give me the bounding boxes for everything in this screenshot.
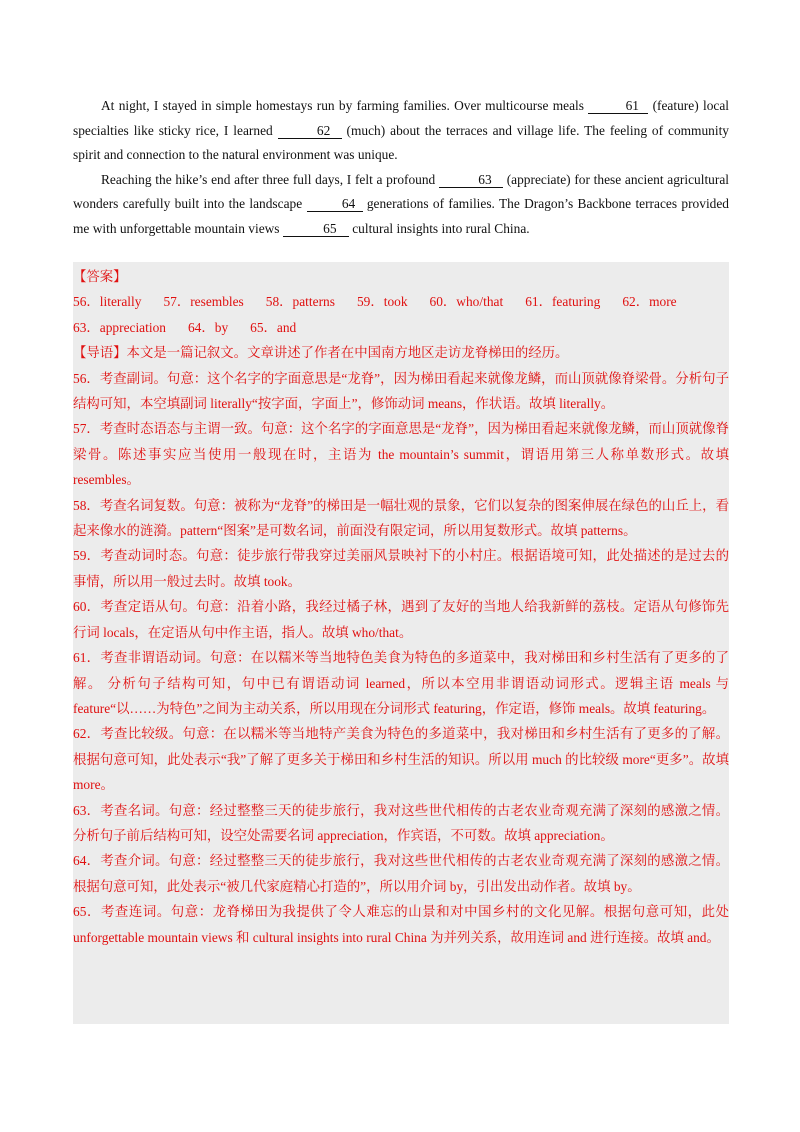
answer-item: 56．literally [73,294,142,310]
passage [73,94,729,242]
text: At night, I stayed in simple homestays run by farming families. Over multicourse meals [101,98,589,113]
answer-item: 61．featuring [525,294,601,310]
answer-item: 58．patterns [265,294,335,310]
blank-61[interactable]: 61 [588,98,648,114]
blank-65[interactable]: 65 [283,221,349,237]
answer-list [73,289,729,340]
blank-64[interactable]: 64 [307,196,363,212]
answer-item: 59．took [356,294,408,310]
answer-item: 60．who/that [429,294,504,310]
explanation-59: 59．考查动词时态。句意：徒步旅行带我穿过美丽风景映衬下的小村庄。根据语境可知，此处描述的是过去的事情，所以用一般过去时。故填 took。 [73,548,729,589]
guide-text: 【导语】本文是一篇记叙文。文章讲述了作者在中国南方地区走访龙脊梯田的经历。 [73,345,569,361]
passage-paragraph-2 [73,168,729,242]
text: generations of families. The Dragon’s Backbone terraces provided me with unforgettable mountain views [73,196,729,236]
answer-item: 57．resembles [163,294,244,310]
answer-section [73,264,729,950]
explanation-60: 60．考查定语从句。句意：沿着小路，我经过橘子林，遇到了友好的当地人给我新鲜的荔枝。定语从句修饰先行词 locals，在定语从句中作主语，指人。故填 who/that。 [73,599,729,640]
blank-63[interactable]: 63 [439,172,503,188]
explanation-62: 62．考查比较级。句意：在以糯米等当地特产美食为特色的多道菜中，我对梯田和乡村生活有了更多的了解。 根据句意可知，此处表示“我”了解了更多关于梯田和乡村生活的知识。所以用 much 的比较级 more“更多”。故填 more。 [73,726,729,793]
blank-62[interactable]: 62 [278,123,342,139]
text: (much) about the terraces and village life. The feeling of community spirit and connection to the natural environment was unique. [73,122,729,163]
answer-item: 62．more [622,294,677,310]
answer-item: 64．by [187,319,229,335]
text: (appreciate) for these ancient agricultural wonders carefully built into the landscape [73,171,730,212]
answer-item: 65．and [250,319,297,335]
text: (feature) local specialties like sticky rice, I learned [73,98,729,138]
explanation-64: 64．考查介词。句意：经过整整三天的徒步旅行，我对这些世代相传的古老农业奇观充满了深刻的感激之情。根据句意可知，此处表示“被几代家庭精心打造的”，所以用介词 by，引出发出动作者。故填 by。 [73,853,729,894]
explanation-57: 57．考查时态语态与主谓一致。句意：这个名字的字面意思是“龙脊”，因为梯田看起来就像龙鳞，而山顶就像脊梁骨。陈述事实应当使用一般现在时，主语为 the mountain’s summit，谓语用第三人称单数形式。故填resembles。 [73,421,729,488]
answer-heading: 【答案】 [73,269,127,284]
answer-item: 63．appreciation [73,319,166,335]
text: cultural insights into rural China. [348,220,530,236]
explanation-65: 65．考查连词。句意：龙脊梯田为我提供了令人难忘的山景和对中国乡村的文化见解。根据句意可知，此处 unforgettable mountain views 和 cultural insights into rural China 为并列关系，故用连词 and 进行连接。故填 and。 [73,904,729,945]
explanation-58: 58．考查名词复数。句意：被称为“龙脊”的梯田是一幅壮观的景象，它们以复杂的图案伸展在绿色的山丘上，看起来像水的涟漪。pattern“图案”是可数名词，前面没有限定词，所以用复数形式。故填 patterns。 [73,497,729,539]
explanation-63: 63．考查名词。句意：经过整整三天的徒步旅行，我对这些世代相传的古老农业奇观充满了深刻的感激之情。分析句子前后结构可知，设空处需要名词 appreciation，作宾语，不可数。故填 appreciation。 [73,802,729,843]
explanation-56: 56．考查副词。句意：这个名字的字面意思是“龙脊”，因为梯田看起来就像龙鳞，而山顶就像脊梁骨。分析句子结构可知，本空填副词 literally“按字面，字面上”，修饰动词 means，作状语。故填 literally。 [73,370,729,412]
text: Reaching the hike’s end after three full days, I felt a profound [101,171,439,187]
passage-paragraph-1 [73,94,729,168]
explanation-61: 61．考查非谓语动词。句意：在以糯米等当地特色美食为特色的多道菜中，我对梯田和乡村生活有了更多的了解。 分析句子结构可知，句中已有谓语动词 learned，所以本空用非谓语动词形式。逻辑主语 meals 与 feature“以……为特色”之间为主动关系，所以用现在分词形式 featuring，作定语，修饰 meals。故填 featuring。 [73,650,729,716]
